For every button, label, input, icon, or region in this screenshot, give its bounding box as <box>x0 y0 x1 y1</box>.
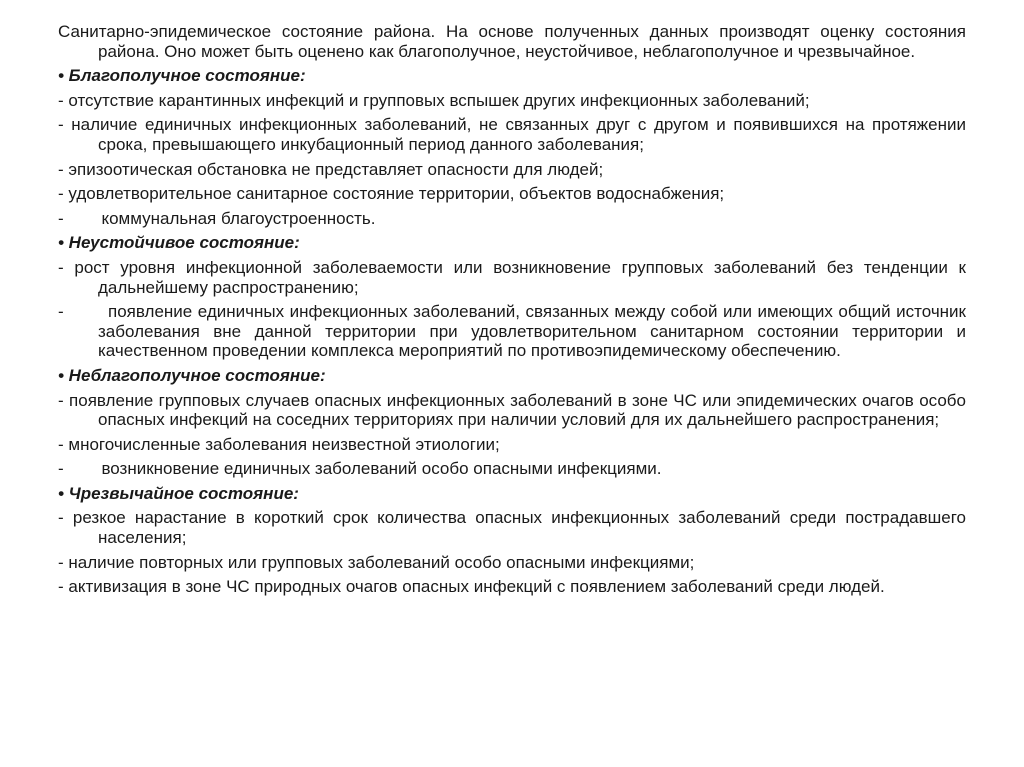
intro-paragraph: Санитарно-эпидемическое состояние района. На основе полученных данных производят оценку состояния района. Оно может быть оценено как благополучное, неустойчивое, неблагополучное и чрезвычайное. <box>58 22 966 61</box>
list-item: - появление групповых случаев опасных инфекционных заболеваний в зоне ЧС или эпидемических очагов особо опасных инфекций на соседних территориях при наличии условий для их дальнейшего распространения; <box>58 390 966 430</box>
slide-body <box>58 22 966 602</box>
list-item: - возникновение единичных заболеваний особо опасными инфекциями. <box>58 459 662 479</box>
list-item: - наличие повторных или групповых заболеваний особо опасными инфекциями; <box>58 552 695 572</box>
section-heading-favorable: • Благополучное состояние: <box>58 66 306 86</box>
list-item: - отсутствие карантинных инфекций и групповых вспышек других инфекционных заболеваний; <box>58 90 810 110</box>
list-item: - появление единичных инфекционных заболеваний, связанных между собой или имеющих общий источник заболевания вне данной территории при удовлетворительном санитарном состоянии территории и качественном проведении комплекса мероприятий по противоэпидемическому обеспечению. <box>58 302 966 361</box>
list-item: - коммунальная благоустроенность. <box>58 208 376 228</box>
list-item: - удовлетворительное санитарное состояние территории, объектов водоснабжения; <box>58 184 725 204</box>
section-heading-unstable: • Неустойчивое состояние: <box>58 233 300 253</box>
list-item: - наличие единичных инфекционных заболеваний, не связанных друг с другом и появившихся на протяжении срока, превышающего инкубационный период данного заболевания; <box>58 115 966 154</box>
section-heading-emergency: • Чрезвычайное состояние: <box>58 483 299 503</box>
list-item: - многочисленные заболевания неизвестной этиологии; <box>58 434 500 454</box>
section-heading-unfavorable: • Неблагополучное состояние: <box>58 365 326 385</box>
list-item: - резкое нарастание в короткий срок количества опасных инфекционных заболеваний среди пострадавшего населения; <box>58 508 966 548</box>
list-item: - эпизоотическая обстановка не представляет опасности для людей; <box>58 159 604 179</box>
list-item: - рост уровня инфекционной заболеваемости или возникновение групповых заболеваний без тенденции к дальнейшему распространению; <box>58 257 966 297</box>
list-item: - активизация в зоне ЧС природных очагов опасных инфекций с появлением заболеваний среди людей. <box>58 577 885 597</box>
